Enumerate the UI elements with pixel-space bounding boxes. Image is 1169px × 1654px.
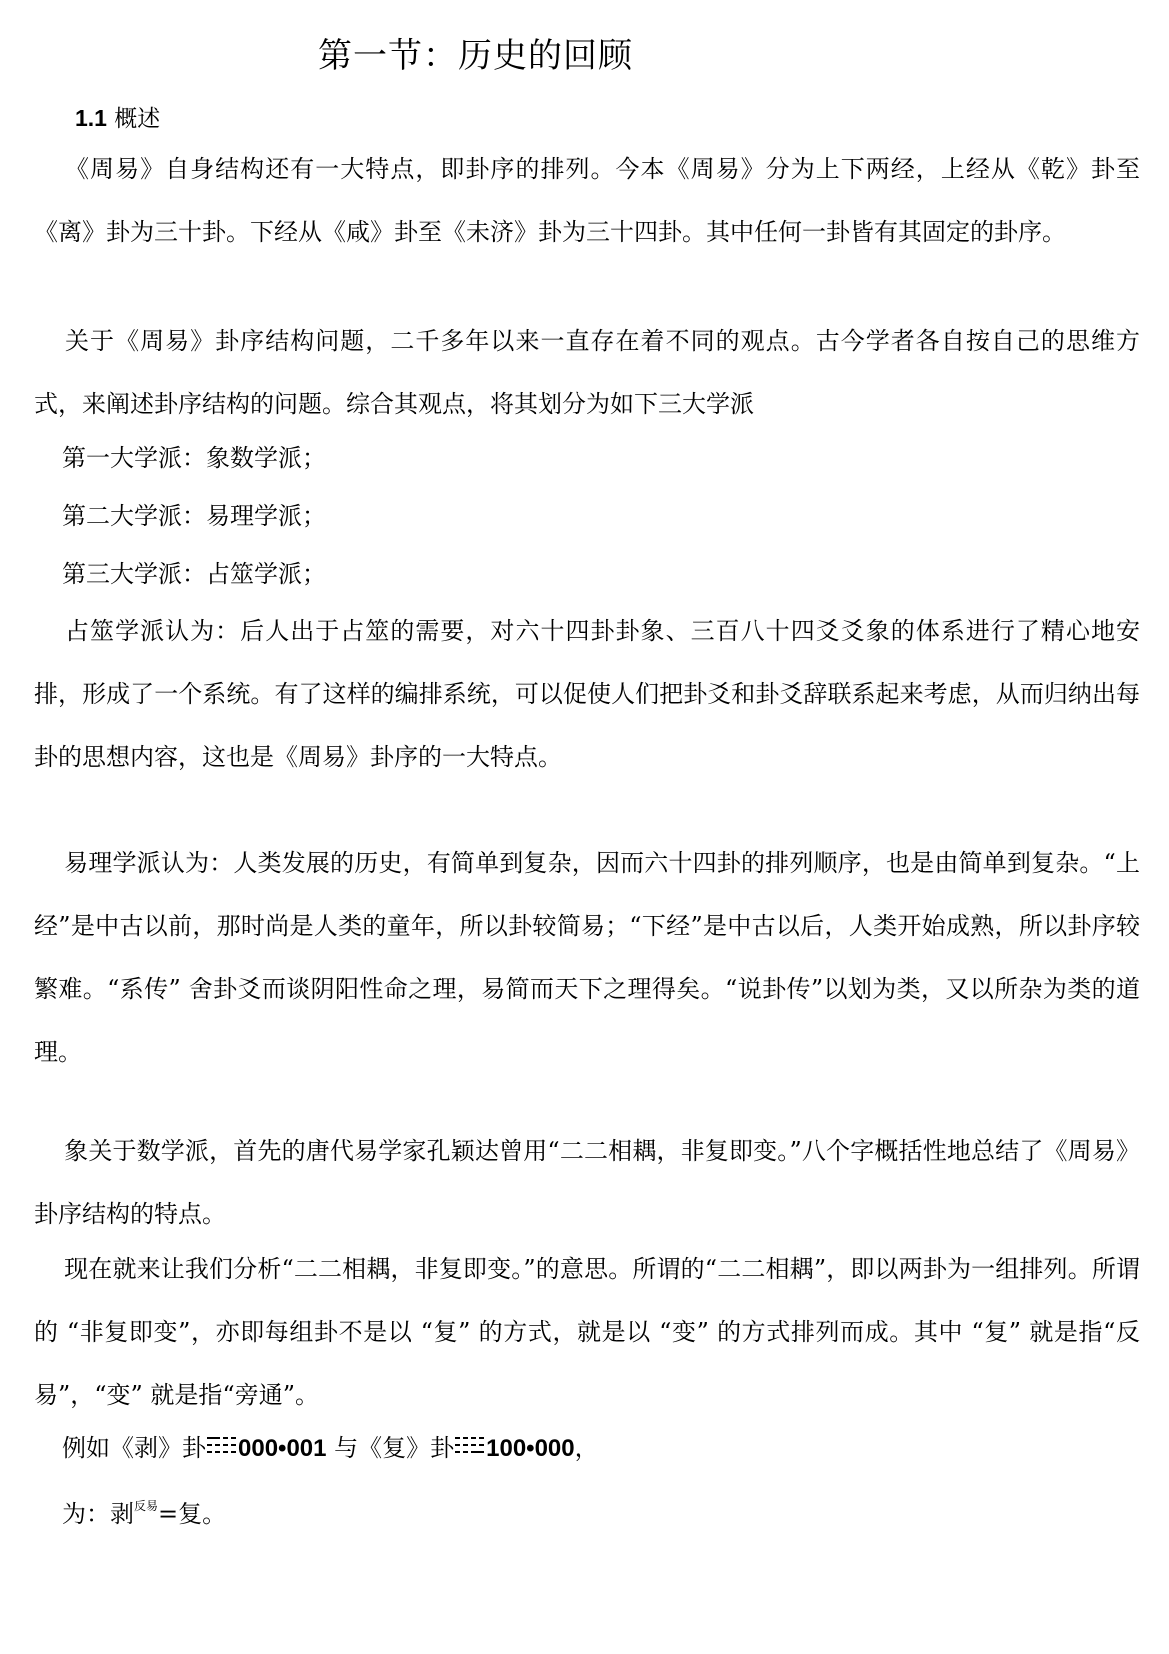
- page-title: 第一节：历史的回顾: [318, 36, 633, 76]
- school-item-3: 第三大学派：占筮学派；: [62, 560, 326, 588]
- formula-line: [62, 1488, 226, 1532]
- school-item-1: 第一大学派：象数学派；: [62, 444, 326, 472]
- school-item-2: 第二大学派：易理学派；: [62, 502, 326, 530]
- section-label: 概述: [114, 106, 161, 132]
- fu-hexagram-icon: [455, 1436, 485, 1458]
- example-middle: 与《复》卦: [326, 1434, 455, 1462]
- paragraph-4-text: 易理学派认为：人类发展的历史，有简单到复杂，因而六十四卦的排列顺序，也是由简单到复杂。“上经”是中古以前，那时尚是人类的童年，所以卦较简易；“下经”是中古以后，人类开始成熟，所以卦序较繁难。“系传” 舍卦爻而谈阴阳性命之理，易简而天下之理得矣。“说卦传”以划为类，又以所杂为类的道理。: [34, 849, 1140, 1066]
- fu-binary-code: 100•000: [486, 1435, 575, 1462]
- paragraph-6: [34, 1238, 1140, 1427]
- paragraph-6-text: 现在就来让我们分析“二二相耦，非复即变。”的意思。所谓的“二二相耦”，即以两卦为一组排列。所谓的 “非复即变”，亦即每组卦不是以 “复” 的方式，就是以 “变” 的方式排列而成。其中 “复” 就是指“反易”，“变” 就是指“旁通”。: [34, 1255, 1140, 1409]
- paragraph-1-text: 《周易》自身结构还有一大特点，即卦序的排列。今本《周易》分为上下两经，上经从《乾》卦至《离》卦为三十卦。下经从《咸》卦至《未济》卦为三十四卦。其中任何一卦皆有其固定的卦序。: [34, 155, 1140, 246]
- section-number: 1.1: [75, 105, 107, 131]
- section-heading: [75, 100, 160, 133]
- paragraph-1: [34, 138, 1140, 264]
- paragraph-5: [34, 1120, 1140, 1246]
- bo-hexagram-icon: [207, 1436, 237, 1458]
- paragraph-4: [34, 832, 1140, 1084]
- bo-binary-code: 000•001: [238, 1435, 327, 1462]
- paragraph-5-text: 象关于数学派，首先的唐代易学家孔颖达曾用“二二相耦，非复即变。”八个字概括性地总结了《周易》卦序结构的特点。: [34, 1137, 1140, 1228]
- paragraph-3: [34, 600, 1140, 789]
- paragraph-2: [34, 310, 1140, 436]
- example-prefix: 例如《剥》卦: [62, 1434, 206, 1462]
- paragraph-3-text: 占筮学派认为：后人出于占筮的需要，对六十四卦卦象、三百八十四爻爻象的体系进行了精心地安排，形成了一个系统。有了这样的编排系统，可以促使人们把卦爻和卦爻辞联系起来考虑，从而归纳出每卦的思想内容，这也是《周易》卦序的一大特点。: [34, 617, 1140, 771]
- paragraph-2-text: 关于《周易》卦序结构问题，二千多年以来一直存在着不同的观点。古今学者各自按自己的思维方式，来阐述卦序结构的问题。综合其观点，将其划分为如下三大学派: [34, 327, 1140, 418]
- formula-suffix: =复。: [158, 1500, 227, 1528]
- formula-prefix: 为：剥: [62, 1500, 134, 1528]
- example-line: [62, 1430, 599, 1467]
- formula-superscript: 反易: [134, 1499, 159, 1513]
- example-suffix: ，: [574, 1434, 599, 1462]
